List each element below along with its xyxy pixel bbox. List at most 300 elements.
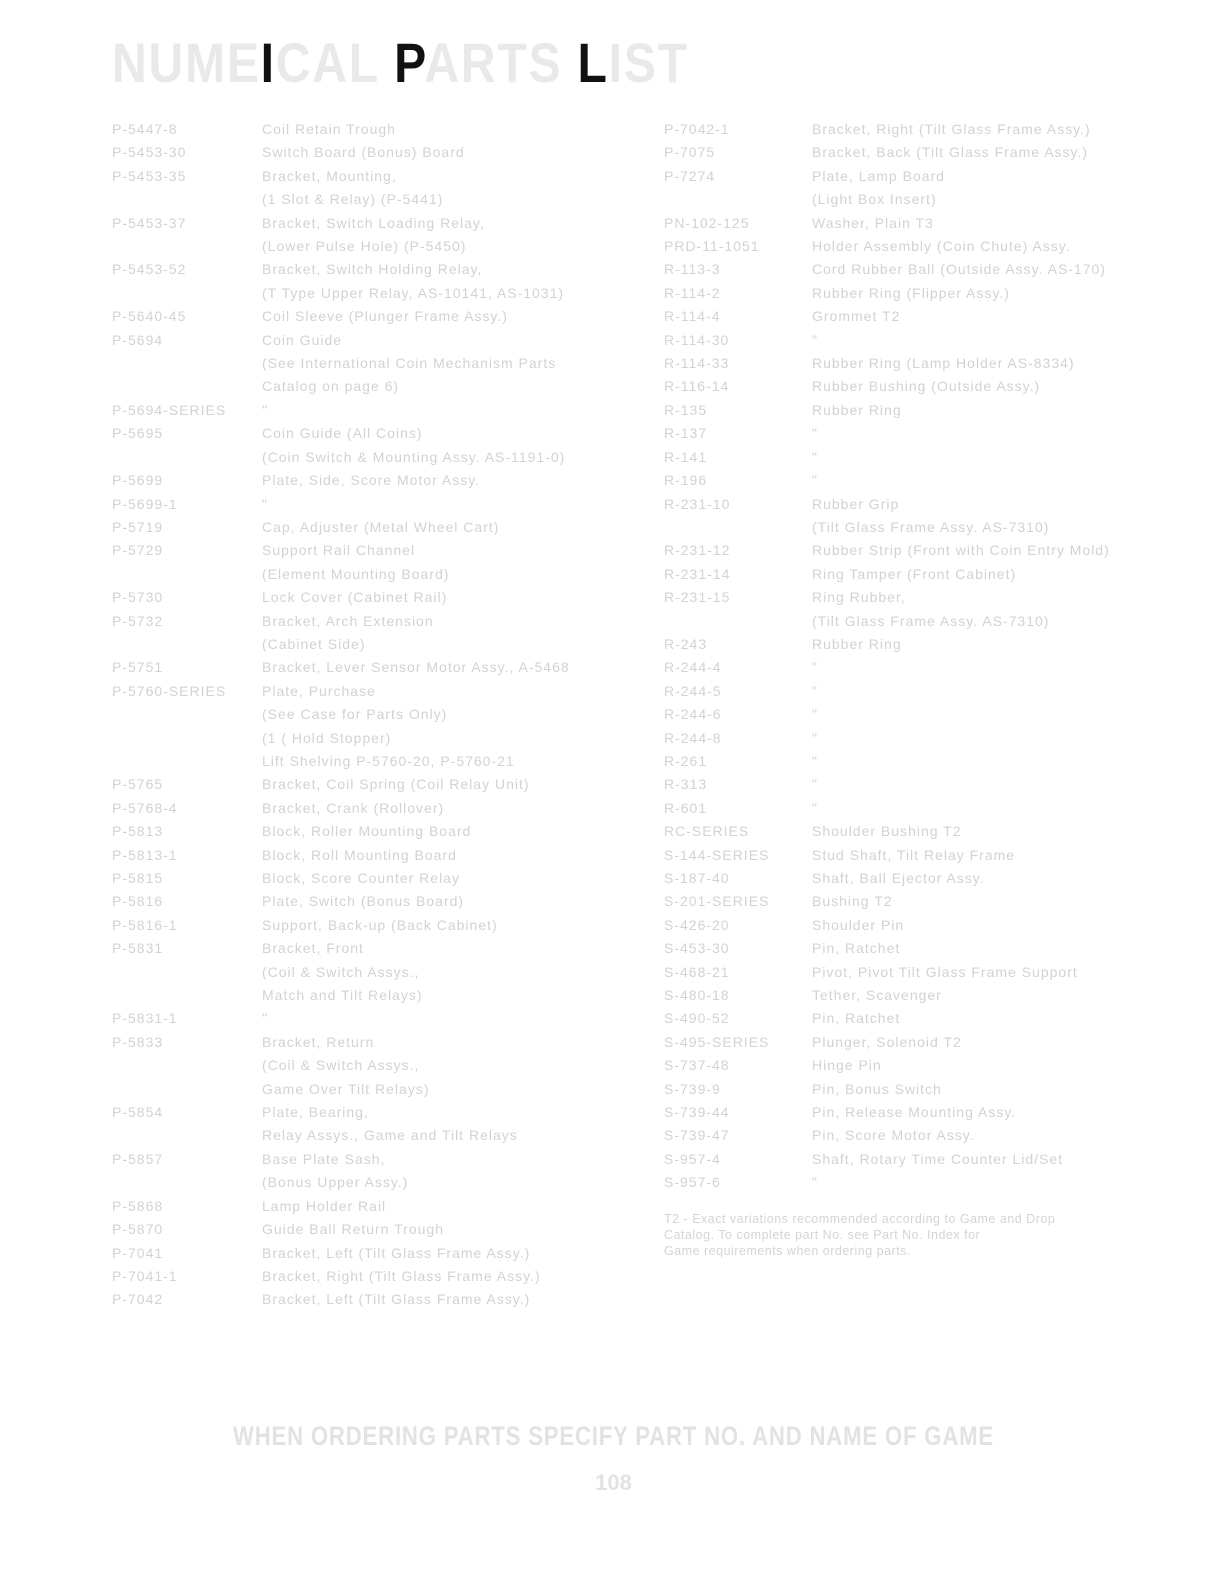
- part-number: R-231-12: [664, 542, 731, 559]
- part-description: [262, 469, 657, 492]
- part-description: [812, 656, 1134, 679]
- title-part-7: IST: [608, 31, 689, 94]
- part-number: R-114-2: [664, 284, 721, 301]
- part-entry: [112, 1218, 657, 1241]
- part-description: [262, 329, 657, 399]
- part-number: R-231-10: [664, 495, 731, 512]
- footnote-line: T2 - Exact variations recommended according to Game and Drop: [664, 1211, 1056, 1226]
- description-line: (Tilt Glass Frame Assy. AS-7310): [812, 518, 1050, 535]
- description-line: Bracket, Switch Loading Relay,: [262, 214, 485, 231]
- part-description: [812, 703, 1134, 726]
- part-entry: [664, 703, 1134, 726]
- part-entry: [664, 258, 1134, 281]
- part-description: [262, 1288, 657, 1311]
- part-number: P-5751: [112, 659, 164, 676]
- part-entry: [664, 1007, 1134, 1030]
- part-entry: [664, 961, 1134, 984]
- description-line: Coil Sleeve (Plunger Frame Assy.): [262, 308, 508, 325]
- description-line: (See Case for Parts Only): [262, 706, 448, 723]
- part-description: [812, 493, 1134, 540]
- part-description: [812, 422, 1134, 445]
- part-entry: [112, 329, 657, 399]
- part-description: [812, 1054, 1134, 1077]
- part-description: [812, 1171, 1134, 1194]
- description-line: ": [812, 682, 818, 699]
- part-description: [812, 680, 1134, 703]
- part-number: P-5699-1: [112, 495, 178, 512]
- part-entry: [112, 305, 657, 328]
- description-line: Rubber Ring (Flipper Assy.): [812, 284, 1010, 301]
- description-line: Pin, Score Motor Assy.: [812, 1127, 975, 1144]
- description-line: Plunger, Solenoid T2: [812, 1033, 962, 1050]
- description-line: ": [812, 659, 818, 676]
- part-number: P-5857: [112, 1150, 164, 1167]
- description-line: Shoulder Pin: [812, 916, 905, 933]
- part-entry: [112, 1148, 657, 1195]
- part-description: [812, 961, 1134, 984]
- description-line: Coil Retain Trough: [262, 121, 396, 137]
- part-description: [262, 493, 657, 516]
- part-entry: [112, 844, 657, 867]
- part-description: [812, 633, 1134, 656]
- part-number: P-5694: [112, 331, 164, 348]
- part-number: R-261: [664, 752, 708, 769]
- part-number: R-244-6: [664, 706, 722, 723]
- description-line: ": [812, 729, 818, 746]
- description-line: (Light Box Insert): [812, 191, 937, 208]
- part-number: P-5813: [112, 823, 164, 840]
- part-entry: [112, 469, 657, 492]
- part-number: S-187-40: [664, 870, 730, 886]
- title-part-6: L: [577, 31, 609, 94]
- part-entry: [664, 820, 1134, 843]
- description-line: Pin, Ratchet: [812, 940, 901, 957]
- part-description: [262, 165, 657, 212]
- part-entry: [112, 258, 657, 305]
- part-entry: [664, 727, 1134, 750]
- part-description: [812, 469, 1134, 492]
- part-entry: [112, 914, 657, 937]
- part-description: [812, 984, 1134, 1007]
- part-description: [812, 1007, 1134, 1030]
- part-entry: [664, 844, 1134, 867]
- description-line: Lamp Holder Rail: [262, 1197, 387, 1214]
- part-number: S-737-48: [664, 1057, 730, 1074]
- part-description: [262, 1265, 657, 1288]
- part-number: P-5453-35: [112, 167, 187, 184]
- part-number: R-135: [664, 401, 708, 418]
- part-entry: [664, 1101, 1134, 1124]
- part-description: [812, 563, 1134, 586]
- description-line: Pin, Ratchet: [812, 1010, 901, 1027]
- part-entry: [664, 141, 1134, 164]
- part-entry: [664, 914, 1134, 937]
- part-description: [812, 118, 1134, 141]
- description-line: Ring Tamper (Front Cabinet): [812, 565, 1017, 582]
- part-number: R-196: [664, 472, 708, 489]
- title-part-4: P: [394, 31, 425, 94]
- ordering-note: WHEN ORDERING PARTS SPECIFY PART NO. AND NAME OF GAME: [232, 1421, 994, 1451]
- part-entry: [664, 867, 1134, 890]
- description-line: Lift Shelving P-5760-20, P-5760-21: [262, 752, 515, 769]
- description-line: Bracket, Arch Extension: [262, 612, 434, 629]
- description-line: Bracket, Crank (Rollover): [262, 799, 445, 816]
- part-number: R-114-33: [664, 355, 730, 372]
- part-description: [812, 1031, 1134, 1054]
- part-number: S-201-SERIES: [664, 893, 770, 910]
- part-entry: [664, 118, 1134, 141]
- description-line: Plate, Lamp Board: [812, 167, 945, 184]
- description-line: Support, Back-up (Back Cabinet): [262, 916, 498, 933]
- part-number: P-7041-1: [112, 1267, 178, 1284]
- part-number: P-5816: [112, 893, 164, 910]
- footnote-line: Catalog. To complete part No. see Part No. Index for: [664, 1227, 981, 1242]
- part-description: [262, 399, 657, 422]
- part-entry: [664, 633, 1134, 656]
- part-entry: [112, 610, 657, 657]
- part-number: P-5694-SERIES: [112, 401, 227, 418]
- description-line: Bracket, Lever Sensor Motor Assy., A-5468: [262, 659, 570, 676]
- part-description: [812, 867, 1134, 890]
- part-entry: [664, 656, 1134, 679]
- part-number: P-5760-SERIES: [112, 682, 227, 699]
- part-description: [812, 539, 1134, 562]
- part-description: [812, 750, 1134, 773]
- part-entry: [112, 656, 657, 679]
- description-line: Holder Assembly (Coin Chute) Assy.: [812, 238, 1071, 255]
- part-number: P-5768-4: [112, 799, 178, 816]
- part-description: [262, 1242, 657, 1265]
- part-number: S-739-47: [664, 1127, 730, 1144]
- part-entry: [664, 1031, 1134, 1054]
- part-description: [262, 258, 657, 305]
- part-description: [812, 797, 1134, 820]
- description-line: Bracket, Return: [262, 1033, 375, 1050]
- part-description: [812, 890, 1134, 913]
- part-description: [812, 282, 1134, 305]
- part-number: S-144-SERIES: [664, 846, 770, 863]
- part-entry: [112, 797, 657, 820]
- part-number: P-5816-1: [112, 916, 178, 933]
- part-entry: [112, 680, 657, 774]
- part-number: S-468-21: [664, 963, 730, 980]
- part-entry: [664, 352, 1134, 375]
- description-line: Coin Guide (All Coins): [262, 425, 423, 442]
- part-description: [262, 586, 657, 609]
- part-description: [812, 1078, 1134, 1101]
- part-number: R-114-30: [664, 331, 730, 348]
- part-description: [262, 844, 657, 867]
- title-part-5: ARTS: [424, 31, 578, 94]
- part-number: S-480-18: [664, 987, 730, 1004]
- part-description: [262, 610, 657, 657]
- description-line: (Tilt Glass Frame Assy. AS-7310): [812, 612, 1050, 629]
- part-number: P-7075: [664, 144, 716, 161]
- description-line: Bracket, Right (Tilt Glass Frame Assy.): [812, 121, 1091, 137]
- description-line: Washer, Plain T3: [812, 214, 934, 231]
- part-description: [812, 820, 1134, 843]
- description-line: Plate, Side, Score Motor Assy.: [262, 472, 481, 489]
- description-line: ": [262, 401, 268, 418]
- description-line: Relay Assys., Game and Tilt Relays: [262, 1127, 518, 1144]
- part-description: [262, 890, 657, 913]
- part-description: [812, 352, 1134, 375]
- part-number: P-5453-52: [112, 261, 187, 278]
- description-line: ": [812, 331, 818, 348]
- part-number: P-5813-1: [112, 846, 178, 863]
- description-line: Pin, Release Mounting Assy.: [812, 1104, 1017, 1121]
- part-entry: [664, 586, 1134, 633]
- description-line: ": [262, 1010, 268, 1027]
- part-entry: [664, 446, 1134, 469]
- part-number: P-5699: [112, 472, 164, 489]
- part-number: R-244-8: [664, 729, 722, 746]
- part-description: [262, 141, 657, 164]
- description-line: ": [812, 425, 818, 442]
- description-line: Rubber Ring (Lamp Holder AS-8334): [812, 355, 1075, 372]
- part-description: [262, 1218, 657, 1241]
- part-description: [262, 422, 657, 469]
- part-description: [812, 141, 1134, 164]
- part-entry: [112, 1195, 657, 1218]
- part-entry: [112, 165, 657, 212]
- part-description: [262, 937, 657, 1007]
- description-line: Shoulder Bushing T2: [812, 823, 962, 840]
- description-line: Bracket, Left (Tilt Glass Frame Assy.): [262, 1244, 531, 1261]
- part-description: [812, 329, 1134, 352]
- part-description: [812, 586, 1134, 633]
- description-line: (Coil & Switch Assys.,: [262, 963, 420, 980]
- part-number: P-7041: [112, 1244, 164, 1261]
- part-number: P-5831-1: [112, 1010, 178, 1027]
- description-line: Guide Ball Return Trough: [262, 1221, 444, 1238]
- description-line: Hinge Pin: [812, 1057, 882, 1074]
- part-entry: [664, 1078, 1134, 1101]
- part-number: S-957-4: [664, 1150, 721, 1167]
- part-description: [812, 844, 1134, 867]
- part-entry: [664, 1148, 1134, 1171]
- part-number: S-453-30: [664, 940, 730, 957]
- part-description: [262, 1031, 657, 1101]
- part-number: R-113-3: [664, 261, 721, 278]
- right-entries: [664, 118, 1134, 1195]
- description-line: (Lower Pulse Hole) (P-5450): [262, 238, 467, 255]
- description-line: Support Rail Channel: [262, 542, 416, 559]
- part-number: P-5447-8: [112, 121, 178, 137]
- part-number: P-7042: [112, 1291, 164, 1308]
- part-description: [812, 258, 1134, 281]
- description-line: Rubber Ring: [812, 401, 902, 418]
- description-line: Bracket, Right (Tilt Glass Frame Assy.): [262, 1267, 541, 1284]
- part-entry: [112, 493, 657, 516]
- part-number: S-957-6: [664, 1174, 721, 1191]
- description-line: ": [262, 495, 268, 512]
- right-parts-column: [664, 118, 1134, 1259]
- footnote: [664, 1211, 1134, 1259]
- part-description: [812, 399, 1134, 422]
- part-entry: [664, 1054, 1134, 1077]
- part-entry: [664, 469, 1134, 492]
- part-number: S-739-9: [664, 1080, 721, 1097]
- description-line: Shaft, Ball Ejector Assy.: [812, 870, 985, 886]
- description-line: Bracket, Coil Spring (Coil Relay Unit): [262, 776, 530, 793]
- part-description: [812, 375, 1134, 398]
- part-entry: [112, 867, 657, 890]
- description-line: Bracket, Front: [262, 940, 364, 957]
- description-line: (Coil & Switch Assys.,: [262, 1057, 420, 1074]
- part-number: P-7274: [664, 167, 716, 184]
- description-line: (See International Coin Mechanism Parts: [262, 355, 557, 372]
- part-entry: [664, 750, 1134, 773]
- part-entry: [664, 1124, 1134, 1147]
- description-line: (Cabinet Side): [262, 635, 366, 652]
- description-line: ": [812, 448, 818, 465]
- part-description: [812, 1124, 1134, 1147]
- part-number: P-5695: [112, 425, 164, 442]
- description-line: Coin Guide: [262, 331, 343, 348]
- part-description: [262, 118, 657, 141]
- part-description: [812, 165, 1134, 212]
- part-number: P-5719: [112, 518, 164, 535]
- part-entry: [664, 563, 1134, 586]
- part-number: P-5453-37: [112, 214, 187, 231]
- description-line: Rubber Strip (Front with Coin Entry Mold): [812, 542, 1110, 559]
- part-number: R-141: [664, 448, 708, 465]
- part-description: [262, 820, 657, 843]
- part-description: [812, 937, 1134, 960]
- description-line: Tether, Scavenger: [812, 987, 942, 1004]
- description-line: ": [812, 472, 818, 489]
- part-number: R-231-15: [664, 589, 731, 606]
- description-line: Bracket, Left (Tilt Glass Frame Assy.): [262, 1291, 531, 1308]
- description-line: Block, Roller Mounting Board: [262, 823, 472, 840]
- part-description: [262, 516, 657, 539]
- part-description: [262, 539, 657, 586]
- part-entry: [112, 1265, 657, 1288]
- part-entry: [112, 773, 657, 796]
- part-entry: [664, 165, 1134, 212]
- part-number: S-426-20: [664, 916, 730, 933]
- part-entry: [112, 118, 657, 141]
- part-description: [262, 1195, 657, 1218]
- title-part-3: CAL: [275, 31, 395, 94]
- description-line: Shaft, Rotary Time Counter Lid/Set: [812, 1150, 1064, 1167]
- title-part-2: I: [260, 31, 276, 94]
- description-line: Stud Shaft, Tilt Relay Frame: [812, 846, 1016, 863]
- part-number: RC-SERIES: [664, 823, 750, 840]
- part-entry: [112, 1031, 657, 1101]
- description-line: (T Type Upper Relay, AS-10141, AS-1031): [262, 284, 565, 301]
- part-description: [262, 797, 657, 820]
- part-number: P-5831: [112, 940, 164, 957]
- part-number: P-5868: [112, 1197, 164, 1214]
- page-number: 108: [595, 1470, 632, 1495]
- part-entry: [112, 1288, 657, 1311]
- part-description: [262, 212, 657, 259]
- description-line: Pin, Bonus Switch: [812, 1080, 942, 1097]
- part-entry: [664, 680, 1134, 703]
- description-line: Rubber Grip: [812, 495, 900, 512]
- part-number: P-5730: [112, 589, 164, 606]
- part-number: P-5765: [112, 776, 164, 793]
- part-entry: [112, 937, 657, 1007]
- part-entry: [112, 422, 657, 469]
- description-line: Lock Cover (Cabinet Rail): [262, 589, 448, 606]
- part-number: P-5453-30: [112, 144, 187, 161]
- part-entry: [664, 282, 1134, 305]
- part-number: PRD-11-1051: [664, 238, 760, 255]
- part-entry: [664, 1171, 1134, 1194]
- part-number: PN-102-125: [664, 214, 750, 231]
- part-entry: [664, 984, 1134, 1007]
- part-number: S-490-52: [664, 1010, 730, 1027]
- description-line: (Element Mounting Board): [262, 565, 450, 582]
- description-line: Grommet T2: [812, 308, 901, 325]
- part-entry: [664, 539, 1134, 562]
- part-entry: [112, 516, 657, 539]
- description-line: Plate, Bearing,: [262, 1104, 369, 1121]
- part-number: P-5870: [112, 1221, 164, 1238]
- part-number: P-5815: [112, 870, 164, 886]
- part-description: [812, 773, 1134, 796]
- part-entry: [664, 399, 1134, 422]
- part-number: R-601: [664, 799, 708, 816]
- description-line: Plate, Purchase: [262, 682, 376, 699]
- description-line: Block, Score Counter Relay: [262, 870, 460, 886]
- part-entry: [112, 820, 657, 843]
- part-description: [262, 867, 657, 890]
- description-line: Pivot, Pivot Tilt Glass Frame Support: [812, 963, 1078, 980]
- part-number: R-137: [664, 425, 708, 442]
- part-entry: [664, 329, 1134, 352]
- part-description: [812, 1101, 1134, 1124]
- part-entry: [112, 212, 657, 259]
- part-entry: [664, 493, 1134, 540]
- part-description: [812, 305, 1134, 328]
- description-line: Bracket, Switch Holding Relay,: [262, 261, 483, 278]
- part-entry: [664, 422, 1134, 445]
- description-line: Rubber Ring: [812, 635, 902, 652]
- part-entry: [112, 141, 657, 164]
- part-number: R-243: [664, 635, 708, 652]
- part-entry: [664, 937, 1134, 960]
- description-line: Bracket, Back (Tilt Glass Frame Assy.): [812, 144, 1089, 161]
- part-description: [812, 235, 1134, 258]
- part-number: P-5732: [112, 612, 164, 629]
- part-number: S-495-SERIES: [664, 1033, 770, 1050]
- part-entry: [112, 890, 657, 913]
- description-line: (1 ( Hold Stopper): [262, 729, 392, 746]
- part-description: [262, 914, 657, 937]
- part-number: R-231-14: [664, 565, 731, 582]
- description-line: ": [812, 752, 818, 769]
- part-description: [262, 773, 657, 796]
- description-line: Block, Roll Mounting Board: [262, 846, 457, 863]
- part-number: P-5640-45: [112, 308, 187, 325]
- part-number: R-116-14: [664, 378, 730, 395]
- part-entry: [112, 399, 657, 422]
- part-entry: [112, 586, 657, 609]
- description-line: Catalog on page 6): [262, 378, 400, 395]
- part-description: [812, 212, 1134, 235]
- part-description: [262, 680, 657, 774]
- part-description: [812, 1148, 1134, 1171]
- part-entry: [112, 1101, 657, 1148]
- part-number: S-739-44: [664, 1104, 730, 1121]
- description-line: Plate, Switch (Bonus Board): [262, 893, 465, 910]
- part-description: [262, 1101, 657, 1148]
- part-description: [262, 656, 657, 679]
